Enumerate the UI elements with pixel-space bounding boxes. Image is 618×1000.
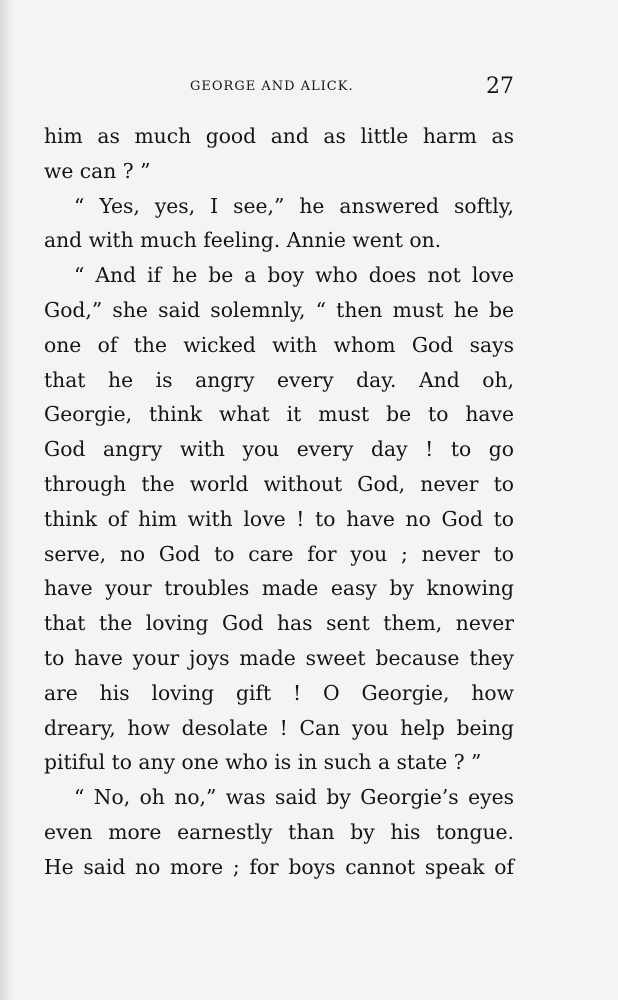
page-number: 27	[486, 74, 514, 99]
text-line: think of him with love ! to have no God to	[44, 506, 514, 531]
text-line: and with much feeling. Annie went on.	[44, 228, 442, 253]
text-line: have your troubles made easy by knowing	[44, 576, 514, 601]
text-line: one of the wicked with whom God says	[44, 332, 514, 357]
text-line: He said no more ; for boys cannot speak of	[44, 854, 514, 879]
text-line: God,” she said solemnly, “ then must he be	[44, 297, 514, 322]
text-line: even more earnestly than by his tongue.	[44, 819, 514, 844]
text-line: serve, no God to care for you ; never to	[44, 541, 514, 566]
text-line: Georgie, think what it must be to have	[44, 402, 514, 427]
text-line: through the world without God, never to	[44, 471, 514, 496]
text-line: “ Yes, yes, I see,” he answered softly,	[74, 193, 514, 218]
text-line: dreary, how desolate ! Can you help being	[44, 715, 514, 740]
text-line: him as much good and as little harm as	[44, 124, 514, 148]
text-line: to have your joys made sweet because they	[44, 645, 514, 670]
running-head	[44, 74, 514, 100]
body-text	[44, 119, 514, 885]
text-line: pitiful to any one who is in such a state ? ”	[44, 750, 482, 775]
text-line: are his loving gift ! O Georgie, how	[44, 680, 514, 705]
text-line: “ And if he be a boy who does not love	[74, 263, 514, 288]
page-edge-shadow	[0, 0, 14, 1000]
text-line: God angry with you every day ! to go	[44, 437, 514, 462]
text-line: that he is angry every day. And oh,	[44, 367, 514, 392]
text-line: we can ? ”	[44, 158, 151, 183]
text-line: “ No, oh no,” was said by Georgie’s eyes	[74, 785, 514, 810]
text-line: that the loving God has sent them, never	[44, 611, 514, 636]
chapter-title: GEORGE AND ALICK.	[190, 79, 354, 94]
